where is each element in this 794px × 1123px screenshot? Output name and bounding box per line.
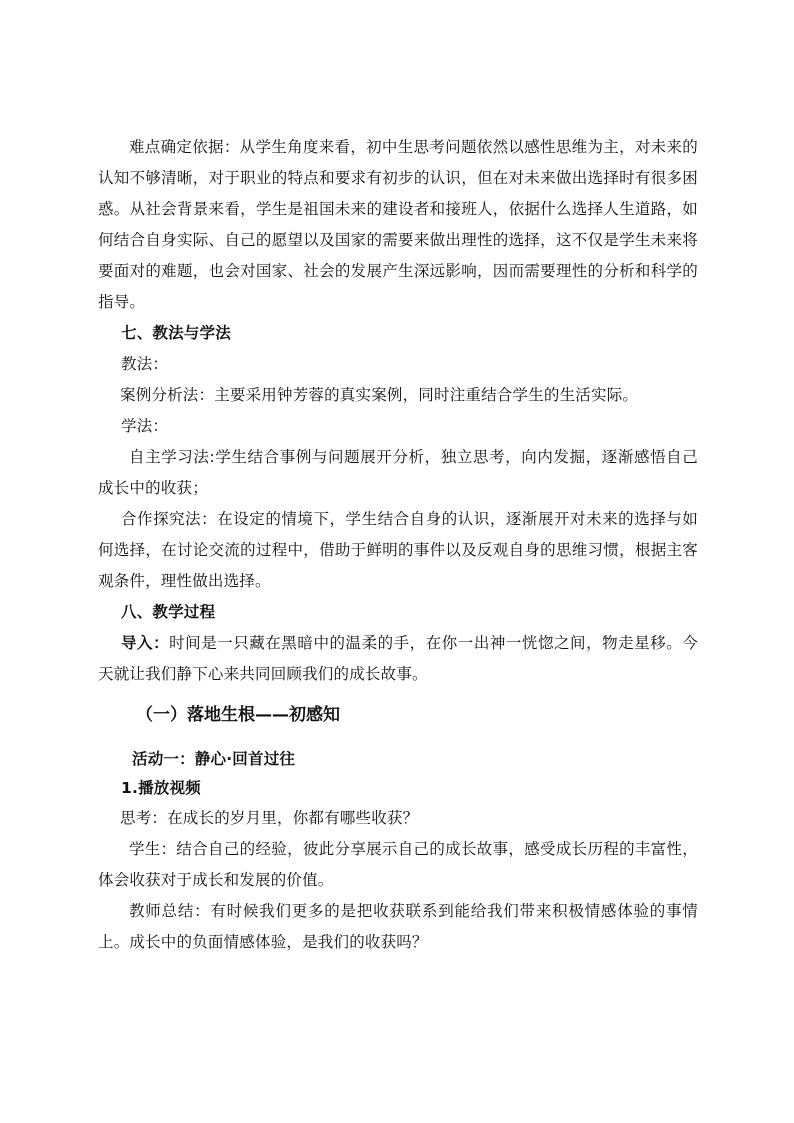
activity-title: 活动一：静心·回首过往 [132, 750, 296, 768]
intro-text: 时间是一只藏在黑暗中的温柔的手，在你一出神一恍惚之间，物走星移。今天就让我们静下心来共同回顾我们的成长故事。 [98, 634, 698, 683]
section-title-rooting: （一）落地生根——初感知 [136, 705, 340, 725]
paragraph-cooperative-inquiry: 合作探究法：在设定的情境下，学生结合自身的认识，逐渐展开对未来的选择与如何选择，在讨论交流的过程中，借助于鲜明的事件以及反观自身的思维习惯，根据主客观条件，理性做出选择。 [98, 510, 698, 590]
label-learning-method: 学法： [121, 417, 169, 435]
paragraph-difficulty-basis: 难点确定依据：从学生角度来看，初中生思考问题依然以感性思维为主，对未来的认知不够清晰，对于职业的特点和要求有初步的认识，但在对未来做出选择时有很多困惑。从社会背景来看，学生是祖国未来的建设者和接班人，依据什么选择人生道路，如何结合自身实际、自己的愿望以及国家的需要来做出理性的选择，这不仅是学生未来将要面对的难题，也会对国家、社会的发展产生深远影响，因而需要理性的分析和科学的指导。 [98, 138, 698, 311]
heading-teaching-methods: 七、教法与学法 [121, 324, 231, 342]
paragraph-student: 学生：结合自己的经验，彼此分享展示自己的成长故事，感受成长历程的丰富性，体会收获对于成长和发展的价值。 [98, 840, 698, 889]
paragraph-think: 思考：在成长的岁月里，你都有哪些收获？ [120, 809, 419, 827]
intro-lead: 导入： [121, 634, 170, 652]
document-body [98, 132, 698, 958]
paragraph-introduction [98, 628, 698, 690]
label-teaching-method: 教法： [121, 355, 169, 373]
paragraph-self-study: 自主学习法:学生结合事例与问题展开分析，独立思考，向内发掘，逐渐感悟自己成长中的收获； [98, 448, 698, 497]
sub-heading-play-video: 1.播放视频 [121, 779, 201, 797]
paragraph-teacher-summary: 教师总结：有时候我们更多的是把收获联系到能给我们带来积极情感体验的事情上。成长中的负面情感体验，是我们的收获吗？ [98, 902, 698, 951]
heading-teaching-process: 八、教学过程 [121, 603, 216, 621]
paragraph-case-analysis: 案例分析法：主要采用钟芳蓉的真实案例，同时注重结合学生的生活实际。 [120, 386, 639, 404]
